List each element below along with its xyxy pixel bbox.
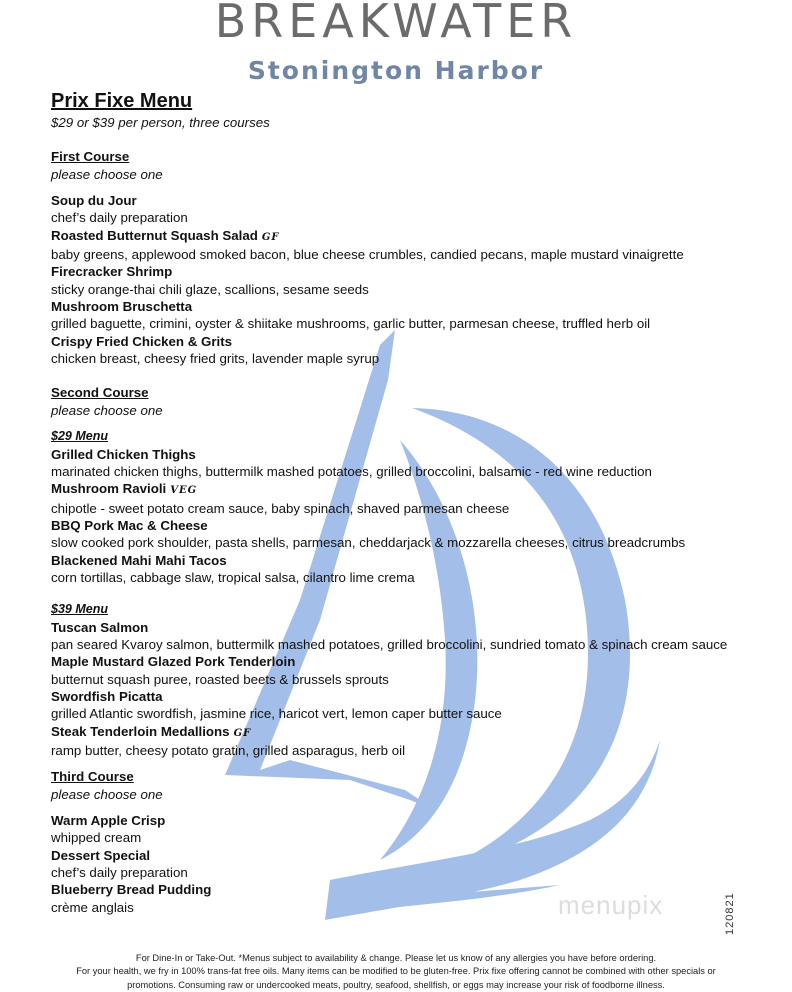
menu-title: Prix Fixe Menu bbox=[51, 90, 193, 112]
menu-item bbox=[51, 517, 771, 552]
item-name: Tuscan Salmon bbox=[51, 619, 149, 635]
menu-subtitle: $29 or $39 per person, three courses bbox=[51, 115, 270, 130]
menu-item bbox=[51, 847, 771, 882]
item-name: Firecracker Shrimp bbox=[51, 264, 173, 280]
item-name: Crispy Fried Chicken & Grits bbox=[51, 333, 233, 349]
footer-line: For Dine-In or Take-Out. *Menus subject to availability & change. Please let us know of any allergies you have before ordering. bbox=[135, 953, 657, 963]
menu-code: 120821 bbox=[724, 892, 736, 935]
menu-item bbox=[51, 333, 771, 368]
item-name: Grilled Chicken Thighs bbox=[51, 446, 196, 462]
item-desc: chef’s daily preparation bbox=[51, 210, 188, 226]
item-name: Warm Apple Crisp bbox=[51, 813, 166, 829]
item-name-row bbox=[51, 227, 771, 246]
item-desc: baby greens, applewood smoked bacon, blue cheese crumbles, candied pecans, maple mustard vinaigrette bbox=[51, 247, 684, 263]
menu-item bbox=[51, 298, 771, 333]
menu-item bbox=[51, 446, 771, 481]
brand-name: BREAKWATER bbox=[214, 0, 578, 48]
course-note: please choose one bbox=[51, 786, 163, 802]
brand-location: Stonington Harbor bbox=[247, 56, 545, 85]
menu-item bbox=[51, 812, 771, 847]
course-note: please choose one bbox=[51, 166, 163, 182]
menu-item bbox=[51, 688, 771, 723]
menupix-watermark: menupix bbox=[558, 890, 664, 920]
item-desc: grilled Atlantic swordfish, jasmine rice, haricot vert, lemon caper butter sauce bbox=[51, 706, 502, 722]
menu-item bbox=[51, 263, 771, 298]
item-desc: whipped cream bbox=[51, 830, 142, 846]
gluten-free-badge: GF bbox=[233, 727, 252, 739]
menu-item bbox=[51, 227, 771, 264]
course-heading: Third Course bbox=[51, 769, 134, 785]
item-desc: grilled baguette, crimini, oyster & shiitake mushrooms, garlic butter, parmesan cheese, truffled herb oil bbox=[51, 316, 651, 332]
item-desc: chicken breast, cheesy fried grits, lavender maple syrup bbox=[51, 351, 380, 367]
item-name: Soup du Jour bbox=[51, 193, 137, 209]
item-desc: crème anglais bbox=[51, 899, 134, 915]
item-name: Blackened Mahi Mahi Tacos bbox=[51, 552, 227, 568]
item-desc: pan seared Kvaroy salmon, buttermilk mashed potatoes, grilled broccolini, sundried tomato & spinach cream sauce bbox=[51, 636, 728, 652]
item-name: Steak Tenderloin Medallions bbox=[51, 723, 230, 739]
first-course-section bbox=[51, 148, 771, 367]
footer-line: For your health, we fry in 100% trans-fat free oils. Many items can be modified to be gluten-free. Prix fixe offering cannot be combined with other specials or bbox=[76, 966, 716, 977]
menu-item bbox=[51, 653, 771, 688]
item-name: Swordfish Picatta bbox=[51, 688, 163, 704]
tier-29-label: $29 Menu bbox=[51, 429, 108, 444]
item-name-row bbox=[51, 723, 771, 742]
menu-content bbox=[51, 88, 771, 916]
footer-disclaimer bbox=[40, 952, 752, 992]
menu-item bbox=[51, 619, 771, 654]
item-desc: butternut squash puree, roasted beets & brussels sprouts bbox=[51, 671, 389, 687]
item-desc: marinated chicken thighs, buttermilk mashed potatoes, grilled broccolini, balsamic - red wine reduction bbox=[51, 463, 652, 479]
second-course-section bbox=[51, 384, 771, 759]
menu-item bbox=[51, 552, 771, 587]
footer-line: promotions. Consuming raw or undercooked meats, poultry, seafood, shellfish, or eggs may increase your risk of foodborne illness. bbox=[127, 979, 665, 990]
item-name: Roasted Butternut Squash Salad bbox=[51, 227, 258, 243]
item-name: Blueberry Bread Pudding bbox=[51, 882, 212, 898]
item-desc: slow cooked pork shoulder, pasta shells, parmesan, cheddarjack & mozzarella cheeses, citrus breadcrumbs bbox=[51, 535, 686, 551]
menu-item bbox=[51, 480, 771, 517]
item-name: BBQ Pork Mac & Cheese bbox=[51, 517, 208, 533]
item-name: Dessert Special bbox=[51, 847, 151, 863]
course-heading: First Course bbox=[51, 149, 130, 165]
item-name: Mushroom Bruschetta bbox=[51, 299, 193, 315]
item-name: Maple Mustard Glazed Pork Tenderloin bbox=[51, 654, 296, 670]
gluten-free-badge: GF bbox=[261, 231, 280, 243]
item-desc: corn tortillas, cabbage slaw, tropical salsa, cilantro lime crema bbox=[51, 569, 415, 585]
item-name-row bbox=[51, 480, 771, 499]
item-desc: chipotle - sweet potato cream sauce, baby spinach, shaved parmesan cheese bbox=[51, 500, 510, 516]
tier-39-label: $39 Menu bbox=[51, 602, 108, 617]
vegetarian-badge: VEG bbox=[170, 485, 198, 497]
item-desc: ramp butter, cheesy potato gratin, grilled asparagus, herb oil bbox=[51, 743, 406, 758]
item-name: Mushroom Ravioli bbox=[51, 481, 167, 497]
course-heading: Second Course bbox=[51, 385, 149, 401]
menu-item bbox=[51, 723, 771, 760]
menu-item bbox=[51, 192, 771, 227]
item-desc: sticky orange-thai chili glaze, scallions, sesame seeds bbox=[51, 281, 369, 297]
item-desc: chef’s daily preparation bbox=[51, 865, 188, 881]
course-note: please choose one bbox=[51, 402, 163, 418]
